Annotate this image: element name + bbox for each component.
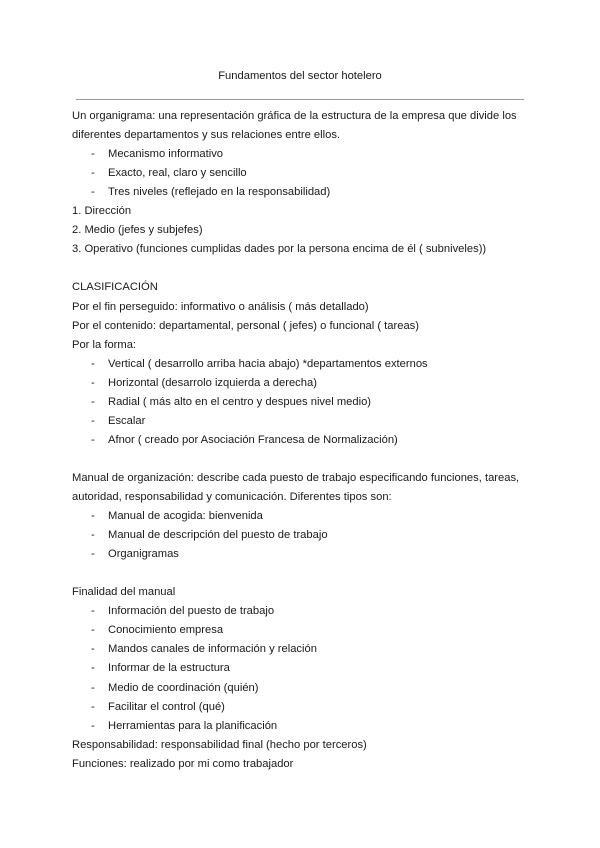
bullet-marker: - bbox=[91, 433, 95, 446]
text-line: Responsabilidad: responsabilidad final (hecho por terceros) bbox=[72, 738, 367, 751]
bullet-item: Escalar bbox=[108, 414, 146, 427]
bullet-item: Tres niveles (reflejado en la responsabilidad) bbox=[108, 186, 331, 199]
bullet-marker: - bbox=[91, 510, 95, 523]
bullet-item: Afnor ( creado por Asociación Francesa de Normalización) bbox=[108, 433, 398, 446]
text-line: 2. Medio (jefes y subjefes) bbox=[72, 224, 203, 237]
text-line: 3. Operativo (funciones cumplidas dades por la persona encima de él ( subniveles)) bbox=[72, 243, 487, 256]
text-line: Por el fin perseguido: informativo o análisis ( más detallado) bbox=[72, 300, 369, 313]
bullet-item: Mandos canales de información y relación bbox=[108, 643, 317, 656]
bullet-item: Organigramas bbox=[108, 548, 179, 561]
bullet-marker: - bbox=[91, 662, 95, 675]
bullet-item: Herramientas para la planificación bbox=[108, 719, 278, 732]
text-line: autoridad, responsabilidad y comunicación. Diferentes tipos son: bbox=[72, 491, 392, 503]
text-line: Por la forma: bbox=[72, 338, 137, 351]
bullet-marker: - bbox=[91, 148, 95, 161]
page-title: Fundamentos del sector hotelero bbox=[218, 70, 382, 82]
bullet-item: Conocimiento empresa bbox=[108, 624, 224, 637]
bullet-marker: - bbox=[91, 681, 95, 694]
text-line: diferentes departamentos y sus relaciones entre ellos. bbox=[72, 129, 341, 142]
title-divider bbox=[76, 99, 524, 100]
bullet-marker: - bbox=[91, 624, 95, 637]
bullet-marker: - bbox=[91, 700, 95, 713]
bullet-item: Manual de descripción del puesto de trabajo bbox=[108, 529, 328, 542]
text-line: Por el contenido: departamental, personal ( jefes) o funcional ( tareas) bbox=[72, 319, 420, 332]
bullet-marker: - bbox=[91, 186, 95, 199]
bullet-item: Mecanismo informativo bbox=[108, 148, 224, 161]
bullet-marker: - bbox=[91, 167, 95, 180]
text-line: Finalidad del manual bbox=[72, 586, 176, 599]
bullet-item: Facilitar el control (qué) bbox=[108, 700, 225, 713]
bullet-item: Medio de coordinación (quién) bbox=[108, 681, 259, 694]
bullet-marker: - bbox=[91, 376, 95, 389]
bullet-item: Vertical ( desarrollo arriba hacia abajo) *departamentos externos bbox=[108, 357, 428, 370]
bullet-marker: - bbox=[91, 529, 95, 542]
bullet-item: Horizontal (desarrolo izquierda a derecha) bbox=[108, 376, 317, 389]
bullet-marker: - bbox=[91, 643, 95, 656]
bullet-item: Radial ( más alto en el centro y despues nivel medio) bbox=[108, 395, 372, 408]
text-line: 1. Dirección bbox=[72, 205, 132, 218]
text-line: Un organigrama: una representación gráfica de la estructura de la empresa que divide los bbox=[72, 110, 517, 122]
bullet-marker: - bbox=[91, 719, 95, 732]
bullet-item: Manual de acogida: bienvenida bbox=[108, 510, 263, 523]
bullet-item: Exacto, real, claro y sencillo bbox=[108, 167, 247, 180]
text-line: CLASIFICACIÓN bbox=[72, 281, 158, 294]
bullet-item: Información del puesto de trabajo bbox=[108, 605, 275, 618]
bullet-marker: - bbox=[91, 414, 95, 427]
text-line: Manual de organización: describe cada puesto de trabajo especificando funciones, tareas, bbox=[72, 471, 520, 484]
bullet-marker: - bbox=[91, 605, 95, 618]
bullet-item: Informar de la estructura bbox=[108, 662, 230, 675]
text-line: Funciones: realizado por mi como trabajador bbox=[72, 757, 294, 770]
bullet-marker: - bbox=[91, 395, 95, 408]
bullet-marker: - bbox=[91, 548, 95, 561]
bullet-marker: - bbox=[91, 357, 95, 370]
